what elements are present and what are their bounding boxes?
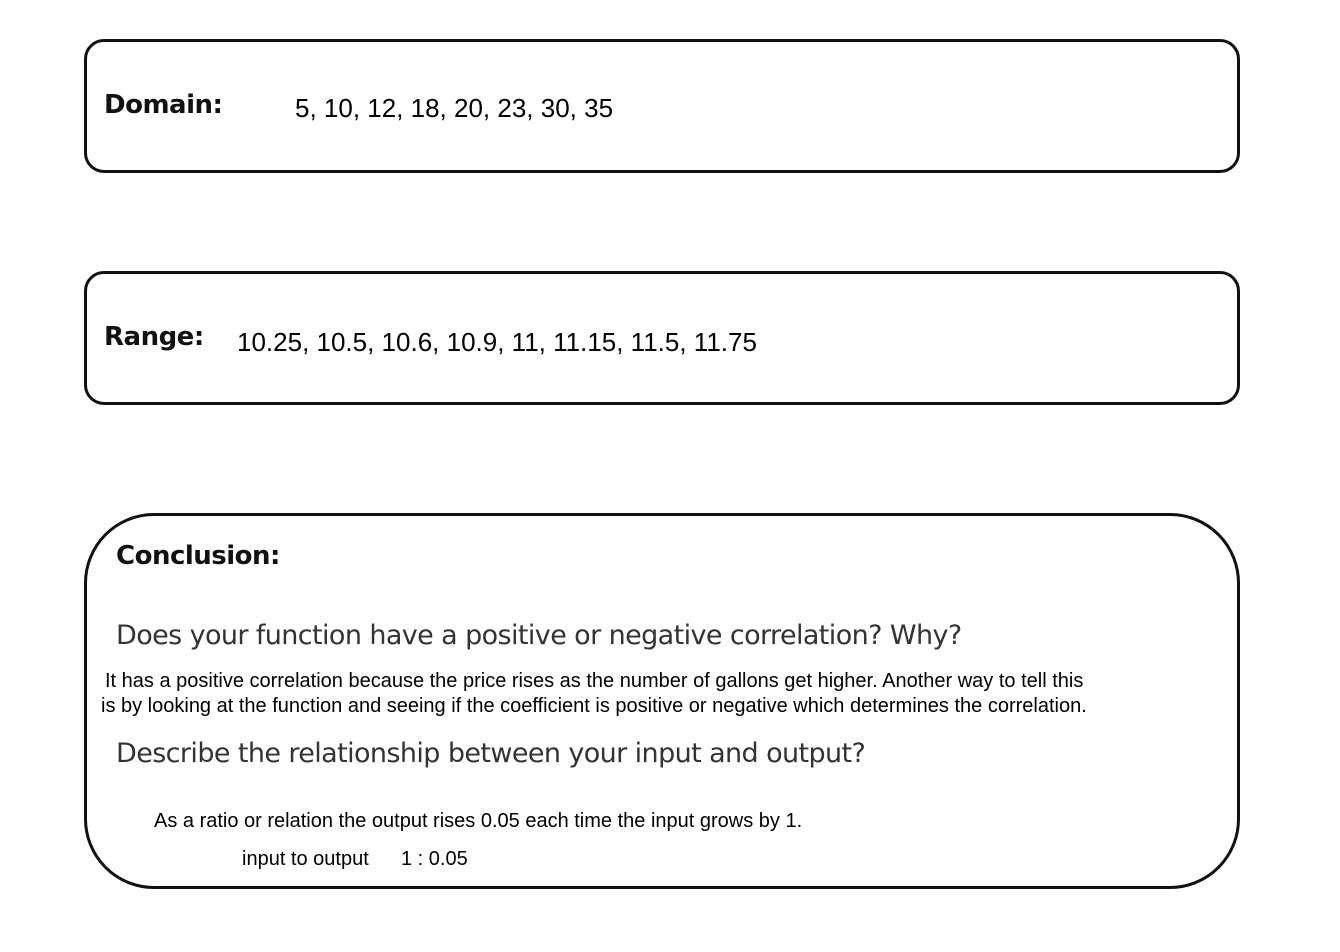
domain-box [84, 39, 1240, 173]
domain-label: Domain: [104, 90, 223, 120]
range-values: 10.25, 10.5, 10.6, 10.9, 11, 11.15, 11.5, 11.75 [237, 327, 757, 357]
answer-correlation-line1: It has a positive correlation because the price rises as the number of gallons get higher. Another way to tell this [105, 670, 1084, 692]
conclusion-label: Conclusion: [116, 541, 280, 571]
question-relationship: Describe the relationship between your input and output? [116, 738, 866, 769]
answer-relationship: As a ratio or relation the output rises 0.05 each time the input grows by 1. [154, 810, 803, 832]
domain-values: 5, 10, 12, 18, 20, 23, 30, 35 [295, 93, 614, 123]
range-label: Range: [104, 322, 204, 352]
answer-correlation-line2: is by looking at the function and seeing if the coefficient is positive or negative which determines the correlation. [101, 695, 1087, 717]
question-correlation: Does your function have a positive or negative correlation? Why? [116, 620, 962, 651]
ratio-value: 1 : 0.05 [401, 848, 468, 870]
ratio-label: input to output [242, 848, 369, 870]
